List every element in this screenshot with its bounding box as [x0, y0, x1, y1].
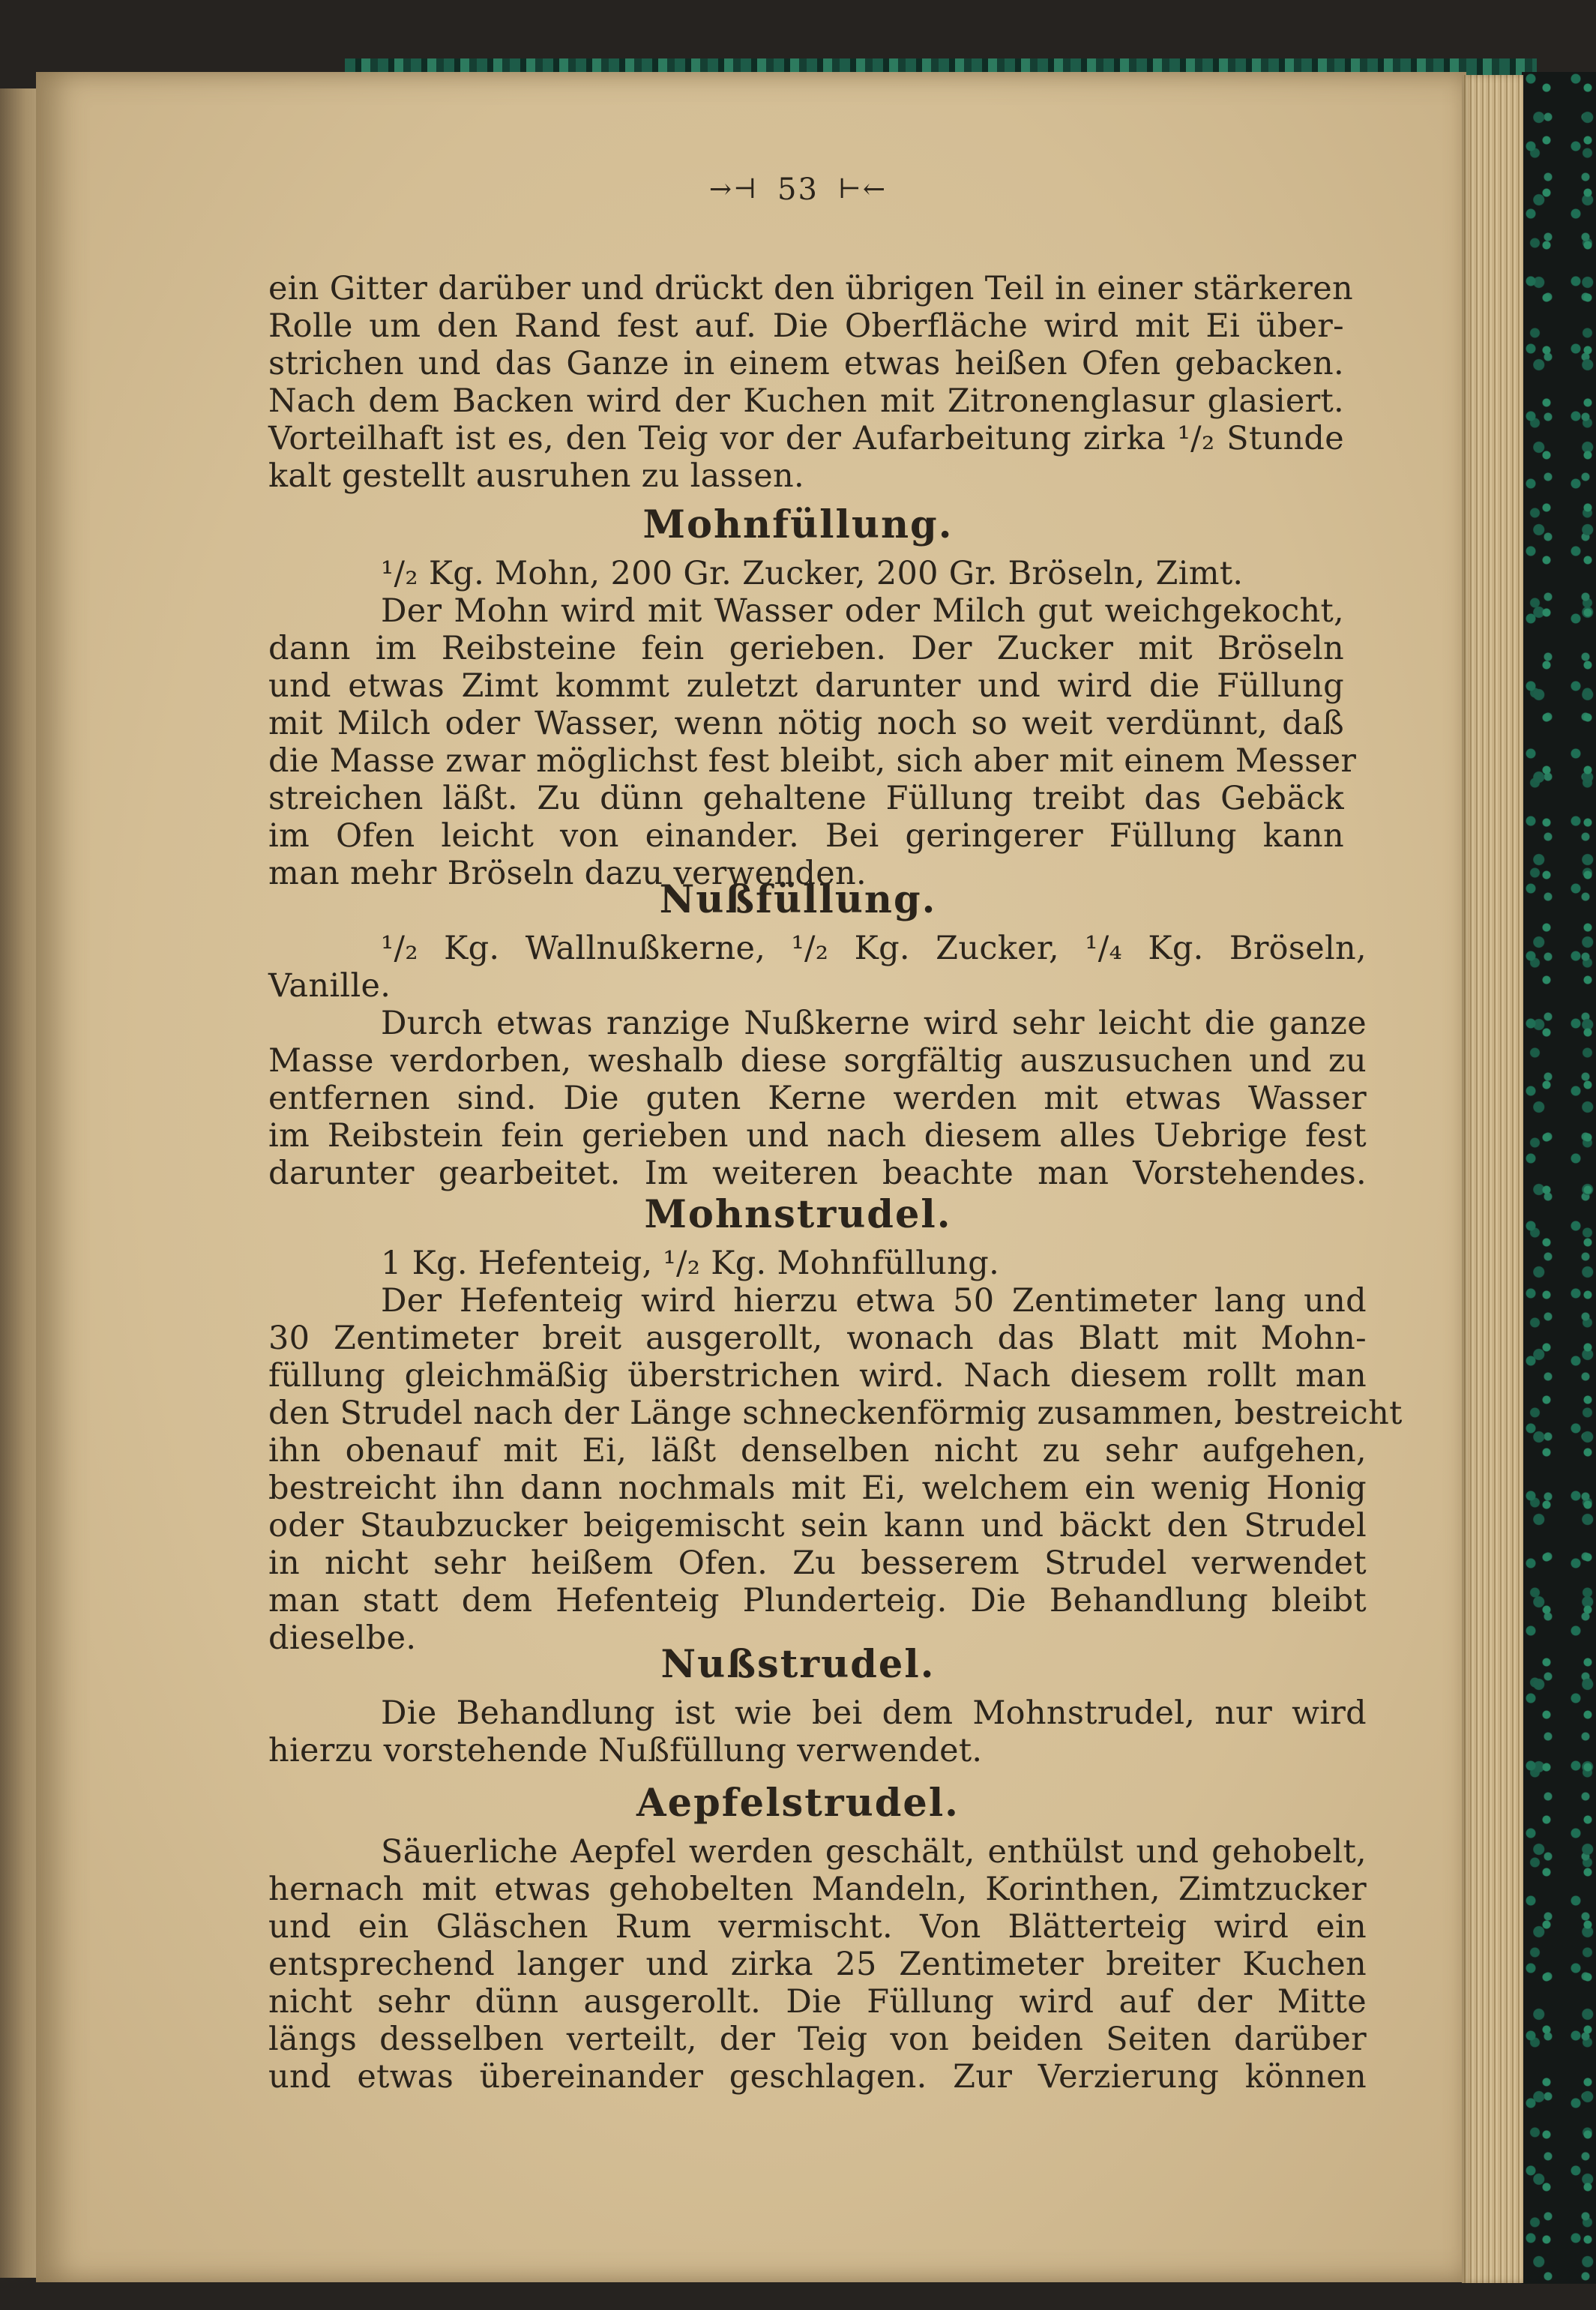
text-line: den Strudel nach der Länge schneckenförmig zusammen, bestreicht: [268, 1395, 1403, 1432]
text-line: in nicht sehr heißem Ofen. Zu besserem Strudel verwendet: [268, 1544, 1367, 1582]
text-line: und ein Gläschen Rum vermischt. Von Blätterteig wird ein: [268, 1908, 1367, 1946]
section-heading: Aepfelstrudel.: [636, 1781, 960, 1826]
text-line: hierzu vorstehende Nußfüllung verwendet.: [268, 1732, 983, 1769]
section-heading: Mohnstrudel.: [644, 1192, 952, 1237]
text-line: Durch etwas ranzige Nußkerne wird sehr leicht die ganze: [381, 1005, 1367, 1042]
text-line: bestreicht ihn dann nochmals mit Ei, welchem ein wenig Honig: [268, 1470, 1367, 1507]
page-header: [0, 172, 1596, 207]
text-line: die Masse zwar möglichst fest bleibt, sich aber mit einem Messer: [268, 742, 1357, 780]
text-line: hernach mit etwas gehobelten Mandeln, Korinthen, Zimtzucker: [268, 1871, 1367, 1908]
text-line: mit Milch oder Wasser, wenn nötig noch so weit verdünnt, daß: [268, 705, 1344, 742]
text-line: dann im Reibsteine fein gerieben. Der Zucker mit Bröseln: [268, 630, 1344, 667]
text-line: ¹/₂ Kg. Wallnußkerne, ¹/₂ Kg. Zucker, ¹/₄ Kg. Bröseln,: [381, 930, 1367, 967]
text-line: nicht sehr dünn ausgerollt. Die Füllung wird auf der Mitte: [268, 1983, 1367, 2021]
text-line: man statt dem Hefenteig Plunderteig. Die Behandlung bleibt: [268, 1582, 1367, 1619]
text-line: Säuerliche Aepfel werden geschält, enthülst und gehobelt,: [381, 1833, 1367, 1871]
text-line: ihn obenauf mit Ei, läßt denselben nicht zu sehr aufgehen,: [268, 1432, 1367, 1470]
page-number: 53: [777, 172, 819, 207]
text-line: Vorteilhaft ist es, den Teig vor der Aufarbeitung zirka ¹/₂ Stunde: [268, 420, 1344, 457]
text-line: Vanille.: [268, 967, 391, 1005]
text-line: 30 Zentimeter breit ausgerollt, wonach das Blatt mit Mohn-: [268, 1320, 1367, 1357]
text-line: und etwas übereinander geschlagen. Zur Verzierung können: [268, 2058, 1367, 2096]
text-line: man mehr Bröseln dazu verwenden.: [268, 855, 867, 892]
text-line: im Reibstein fein gerieben und nach diesem alles Uebrige fest: [268, 1117, 1367, 1155]
text-line: dieselbe.: [268, 1619, 417, 1657]
ornament-right-icon: ⊢←: [837, 174, 888, 205]
text-line: füllung gleichmäßig überstrichen wird. Nach diesem rollt man: [268, 1357, 1367, 1395]
text-line: Nach dem Backen wird der Kuchen mit Zitronenglasur glasiert.: [268, 382, 1344, 420]
text-line: im Ofen leicht von einander. Bei geringerer Füllung kann: [268, 817, 1344, 855]
section-heading: Nußfüllung.: [659, 877, 937, 922]
text-line: 1 Kg. Hefenteig, ¹/₂ Kg. Mohnfüllung.: [381, 1245, 1000, 1282]
text-line: strichen und das Ganze in einem etwas heißen Ofen gebacken.: [268, 345, 1344, 382]
text-line: entfernen sind. Die guten Kerne werden mit etwas Wasser: [268, 1080, 1367, 1117]
text-line: kalt gestellt ausruhen zu lassen.: [268, 457, 805, 495]
text-line: Die Behandlung ist wie bei dem Mohnstrudel, nur wird: [381, 1694, 1367, 1732]
text-line: Der Hefenteig wird hierzu etwa 50 Zentimeter lang und: [381, 1282, 1367, 1320]
ornament-left-icon: →⊣: [708, 174, 759, 205]
text-line: Masse verdorben, weshalb diese sorgfältig auszusuchen und zu: [268, 1042, 1367, 1080]
text-line: darunter gearbeitet. Im weiteren beachte man Vorstehendes.: [268, 1155, 1367, 1192]
text-line: ¹/₂ Kg. Mohn, 200 Gr. Zucker, 200 Gr. Bröseln, Zimt.: [381, 555, 1244, 592]
text-line: entsprechend langer und zirka 25 Zentimeter breiter Kuchen: [268, 1946, 1367, 1983]
text-line: Rolle um den Rand fest auf. Die Oberfläche wird mit Ei über-: [268, 307, 1344, 345]
text-line: Der Mohn wird mit Wasser oder Milch gut weichgekocht,: [381, 592, 1344, 630]
section-heading: Nußstrudel.: [660, 1642, 936, 1687]
text-line: ein Gitter darüber und drückt den übrigen Teil in einer stärkeren: [268, 270, 1354, 307]
text-line: streichen läßt. Zu dünn gehaltene Füllung treibt das Gebäck: [268, 780, 1344, 817]
text-line: längs desselben verteilt, der Teig von beiden Seiten darüber: [268, 2021, 1367, 2058]
section-heading: Mohnfüllung.: [642, 502, 954, 547]
text-line: oder Staubzucker beigemischt sein kann und bäckt den Strudel: [268, 1507, 1367, 1544]
text-line: und etwas Zimt kommt zuletzt darunter und wird die Füllung: [268, 667, 1344, 705]
